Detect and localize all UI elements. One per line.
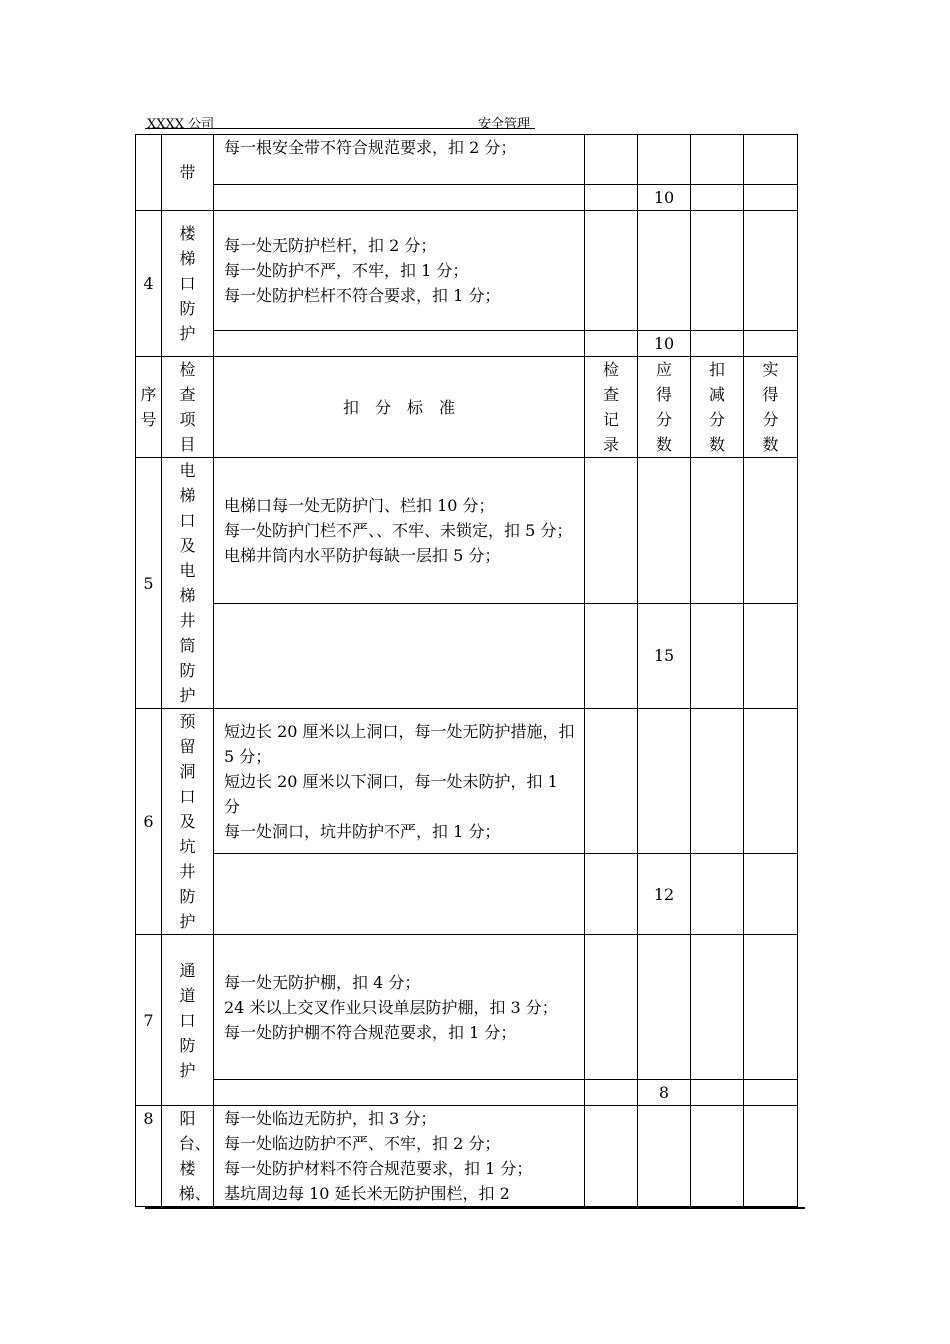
deduction-standard-cell: 电梯口每一处无防护门、栏扣 10 分； 每一处防护门栏不严、、不牢、未锁定，扣 5 分； 电梯井筒内水平防护每缺一层扣 5 分； (214, 458, 585, 604)
check-item-cell: 带 (162, 135, 214, 211)
deduction-standard-cell: 短边长 20 厘米以上洞口，每一处无防护措施，扣 5 分； 短边长 20 厘米以下洞口，每一处未防护，扣 1 分 每一处洞口，坑井防护不严，扣 1 分； (214, 709, 585, 854)
score-row (136, 603, 798, 708)
score-row (136, 185, 798, 211)
due-score: 10 (638, 331, 691, 357)
check-item: 预留洞口及坑井防护 (162, 709, 214, 935)
table-row (136, 458, 798, 604)
header-record: 检查记录 (585, 357, 638, 458)
row-no: 7 (136, 935, 162, 1106)
footer-rule (145, 1207, 805, 1209)
due-score: 15 (638, 603, 691, 708)
check-item: 电梯口及电梯井筒防护 (162, 458, 214, 709)
deduction-standard-cell: 每一处无防护栏杆，扣 2 分； 每一处防护不严，不牢，扣 1 分； 每一处防护栏杆不符合要求，扣 1 分； (214, 211, 585, 331)
table-row (136, 935, 798, 1080)
inspection-table (135, 134, 798, 1207)
check-item: 通道口防护 (162, 935, 214, 1106)
due-score: 10 (638, 185, 691, 211)
deduct-cell (691, 135, 744, 185)
due-score: 8 (638, 1080, 691, 1106)
row-no: 8 (136, 1106, 162, 1207)
score-row (136, 331, 798, 357)
row-no: 4 (136, 211, 162, 357)
header-title: 安全管理 (478, 117, 531, 132)
header-due: 应得分数 (638, 357, 691, 458)
header-no: 序号 (136, 357, 162, 458)
header-standard: 扣 分 标 准 (214, 357, 585, 458)
header-deduct: 扣减分数 (691, 357, 744, 458)
header-actual: 实得分数 (744, 357, 798, 458)
actual-cell (744, 135, 798, 185)
deduction-standard-cell: 每一处临边无防护，扣 3 分； 每一处临边防护不严、不牢，扣 2 分； 每一处防护材料不符合规范要求，扣 1 分； 基坑周边每 10 延长米无防护围栏，扣 2 (214, 1106, 585, 1207)
table-row (136, 709, 798, 854)
due-score-cell (638, 135, 691, 185)
company-name: XXXX 公司 (147, 117, 215, 132)
table-row (136, 135, 798, 185)
check-item: 楼梯口防护 (162, 211, 214, 357)
due-score: 12 (638, 854, 691, 935)
score-row (136, 1080, 798, 1106)
deduction-standard-cell: 每一根安全带不符合规范要求，扣 2 分； (214, 135, 585, 185)
header-rule (145, 128, 535, 129)
table-row (136, 211, 798, 331)
row-no: 6 (136, 709, 162, 935)
header-item: 检查项目 (162, 357, 214, 458)
record-cell (585, 135, 638, 185)
check-item: 阳台、楼梯、 (162, 1106, 214, 1207)
table-header-row (136, 357, 798, 458)
deduction-standard-cell: 每一处无防护棚，扣 4 分； 24 米以上交叉作业只设单层防护棚，扣 3 分； 每一处防护棚不符合规范要求，扣 1 分； (214, 935, 585, 1080)
row-no-cell (136, 135, 162, 211)
score-row (136, 854, 798, 935)
row-no: 5 (136, 458, 162, 709)
table-row (136, 1106, 798, 1207)
